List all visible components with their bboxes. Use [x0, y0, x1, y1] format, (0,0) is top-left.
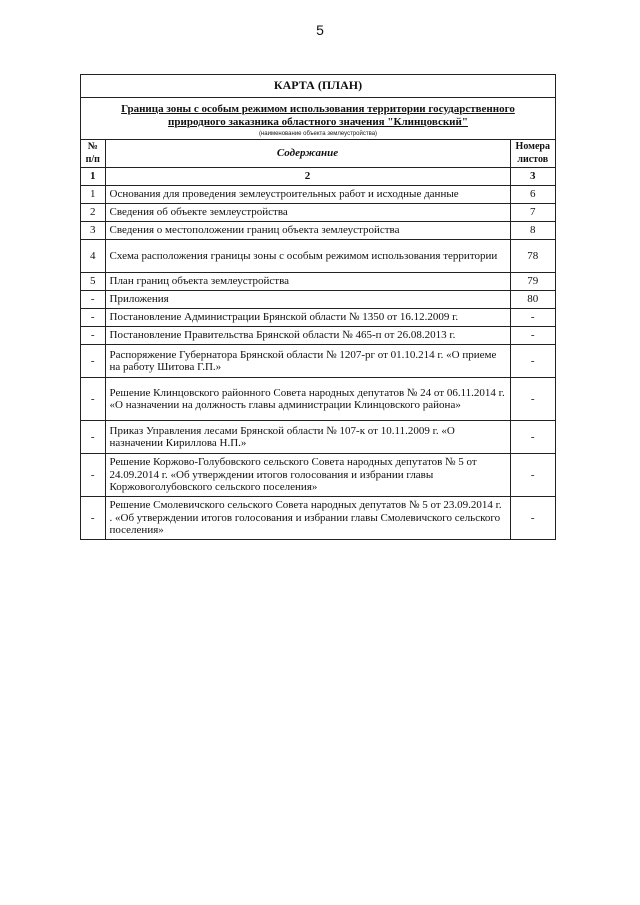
row-content-cell: Решение Клинцовского районного Совета народных депутатов № 24 от 06.11.2014 г. «О назначении на должность главы администрации Клинцовского района» — [105, 378, 510, 421]
row-content-cell: План границ объекта землеустройства — [105, 273, 510, 291]
index-cell-2: 2 — [105, 168, 510, 186]
row-num-cell: - — [81, 421, 105, 454]
header-num: № п/п — [81, 140, 105, 168]
table-row — [81, 291, 555, 309]
row-sheets-cell: - — [510, 421, 555, 454]
index-cell-3: 3 — [510, 168, 555, 186]
row-content-cell: Распоряжение Губернатора Брянской области № 1207-рг от 01.10.214 г. «О приеме на работу Шитова Г.П.» — [105, 345, 510, 378]
row-num-cell: 5 — [81, 273, 105, 291]
object-name-line-2: природного заказника областного значения "Клинцовский" — [168, 116, 468, 128]
table-row — [81, 421, 555, 454]
row-num-cell: - — [81, 291, 105, 309]
row-sheets-cell: 7 — [510, 204, 555, 222]
row-num-cell: - — [81, 345, 105, 378]
table-body — [81, 168, 555, 540]
row-sheets-cell: 79 — [510, 273, 555, 291]
row-sheets-cell: - — [510, 378, 555, 421]
row-sheets-cell: 78 — [510, 240, 555, 273]
table-row — [81, 222, 555, 240]
document-frame — [80, 74, 556, 540]
row-num-cell: - — [81, 309, 105, 327]
row-content-cell: Схема расположения границы зоны с особым режимом использования территории — [105, 240, 510, 273]
document-title: КАРТА (ПЛАН) — [81, 75, 555, 98]
row-content-cell: Сведения об объекте землеустройства — [105, 204, 510, 222]
row-sheets-cell: - — [510, 454, 555, 497]
row-num-cell: 1 — [81, 186, 105, 204]
row-sheets-cell: 6 — [510, 186, 555, 204]
header-content: Содержание — [105, 140, 510, 168]
row-num-cell: - — [81, 378, 105, 421]
table-row — [81, 240, 555, 273]
index-cell-1: 1 — [81, 168, 105, 186]
row-sheets-cell: - — [510, 345, 555, 378]
table-row — [81, 273, 555, 291]
row-content-cell: Решение Смолевичского сельского Совета народных депутатов № 5 от 23.09.2014 г. . «Об утверждении итогов голосования и избрании главы Смолевичского сельского поселения» — [105, 497, 510, 540]
object-caption: (наименование объекта землеустройства) — [81, 129, 555, 140]
index-row — [81, 168, 555, 186]
object-name-line-1: Граница зоны с особым режимом использования территории государственного — [121, 103, 515, 115]
table-row — [81, 327, 555, 345]
row-num-cell: - — [81, 497, 105, 540]
row-sheets-cell: - — [510, 309, 555, 327]
row-content-cell: Основания для проведения землеустроительных работ и исходные данные — [105, 186, 510, 204]
row-num-cell: 3 — [81, 222, 105, 240]
contents-table — [81, 140, 555, 539]
table-row — [81, 497, 555, 540]
header-sheets: Номера листов — [510, 140, 555, 168]
row-num-cell: 4 — [81, 240, 105, 273]
row-content-cell: Приложения — [105, 291, 510, 309]
row-sheets-cell: - — [510, 497, 555, 540]
table-row — [81, 186, 555, 204]
row-num-cell: 2 — [81, 204, 105, 222]
table-row — [81, 204, 555, 222]
row-content-cell: Постановление Правительства Брянской области № 465-п от 26.08.2013 г. — [105, 327, 510, 345]
header-row — [81, 140, 555, 168]
row-sheets-cell: 80 — [510, 291, 555, 309]
table-row — [81, 454, 555, 497]
row-content-cell: Решение Коржово-Голубовского сельского Совета народных депутатов № 5 от 24.09.2014 г. «Об утверждении итогов голосования и избрании главы Коржовоголубовского сельского поселения» — [105, 454, 510, 497]
row-num-cell: - — [81, 327, 105, 345]
row-content-cell: Постановление Администрации Брянской области № 1350 от 16.12.2009 г. — [105, 309, 510, 327]
object-name — [81, 98, 555, 129]
row-content-cell: Сведения о местоположении границ объекта землеустройства — [105, 222, 510, 240]
page-number: 5 — [316, 22, 324, 38]
row-content-cell: Приказ Управления лесами Брянской области № 107-к от 10.11.2009 г. «О назначении Кириллова Н.П.» — [105, 421, 510, 454]
table-row — [81, 378, 555, 421]
table-row — [81, 345, 555, 378]
row-sheets-cell: 8 — [510, 222, 555, 240]
row-sheets-cell: - — [510, 327, 555, 345]
table-row — [81, 309, 555, 327]
row-num-cell: - — [81, 454, 105, 497]
